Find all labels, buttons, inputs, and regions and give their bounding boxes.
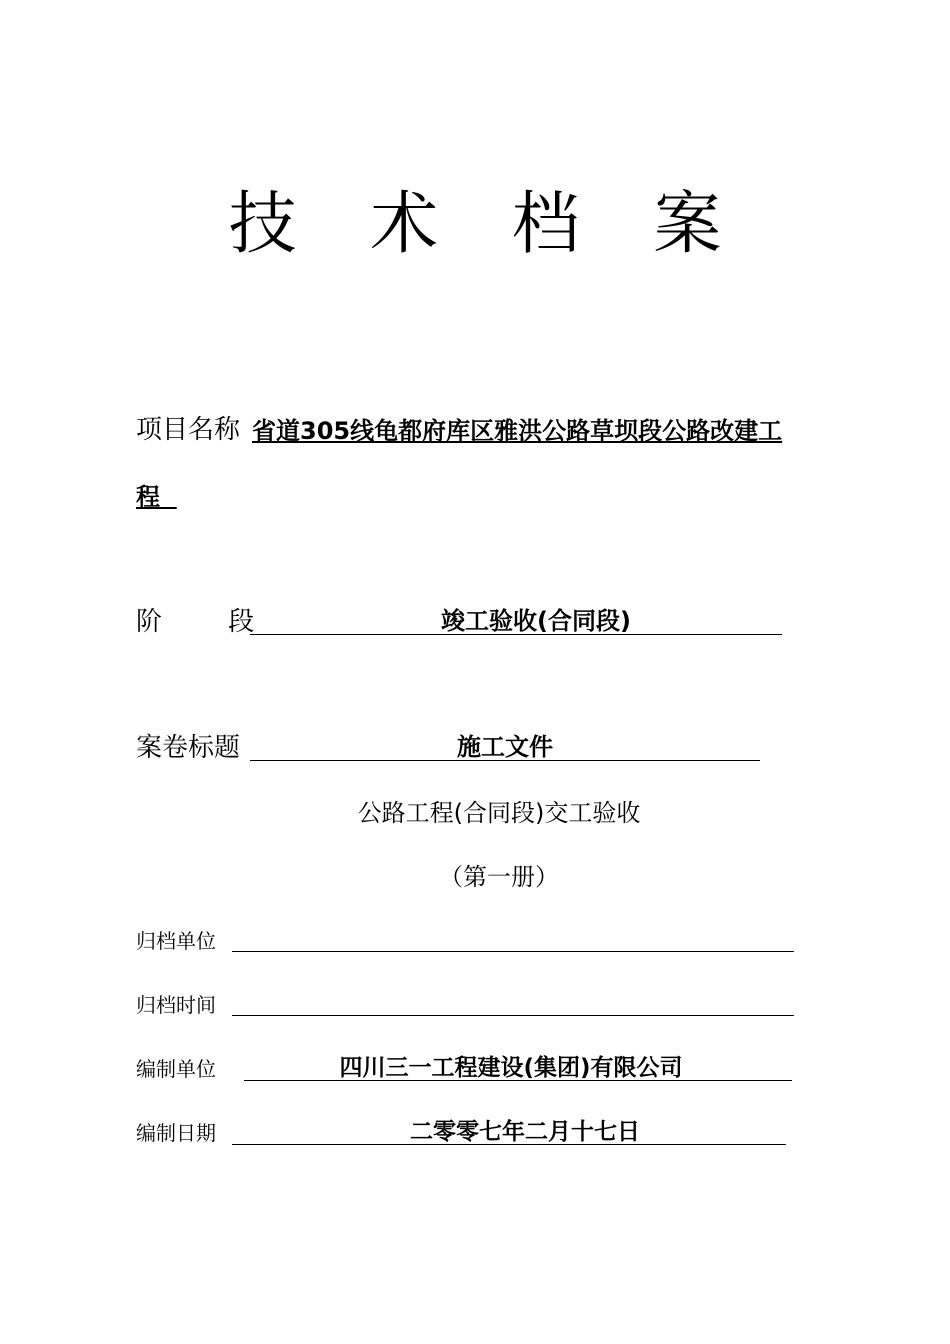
volume-title-value <box>250 730 760 761</box>
project-name-label: 项目名称 <box>136 415 241 445</box>
compile-date-value <box>232 1116 786 1145</box>
archive-time-value <box>232 991 794 1016</box>
document-title: 技 术 档 案 <box>228 185 748 264</box>
stage-value-text: 竣工验收(合同段) <box>441 607 631 635</box>
compile-unit-value-text: 四川三一工程建设(集团)有限公司 <box>339 1055 683 1081</box>
stage-value <box>250 604 782 635</box>
compile-date-label: 编制日期 <box>136 1121 216 1145</box>
archive-unit-label: 归档单位 <box>136 929 216 953</box>
project-name-value-line1: 省道305线龟都府库区雅洪公路草坝段公路改建工 <box>252 417 783 445</box>
archive-time-label: 归档时间 <box>136 993 216 1017</box>
volume-title-value-text: 施工文件 <box>457 733 553 761</box>
compile-date-value-text: 二零零七年二月十七日 <box>410 1119 640 1145</box>
volume-number: （第一册） <box>439 863 559 891</box>
compile-unit-label: 编制单位 <box>136 1057 216 1081</box>
compile-unit-value <box>244 1052 792 1081</box>
archive-unit-value <box>232 927 794 952</box>
volume-title-label: 案卷标题 <box>136 733 241 763</box>
project-name-value-line2: 程 <box>136 483 177 511</box>
stage-label: 阶 段 <box>136 607 255 637</box>
subtitle: 公路工程(合同段)交工验收 <box>357 799 641 827</box>
